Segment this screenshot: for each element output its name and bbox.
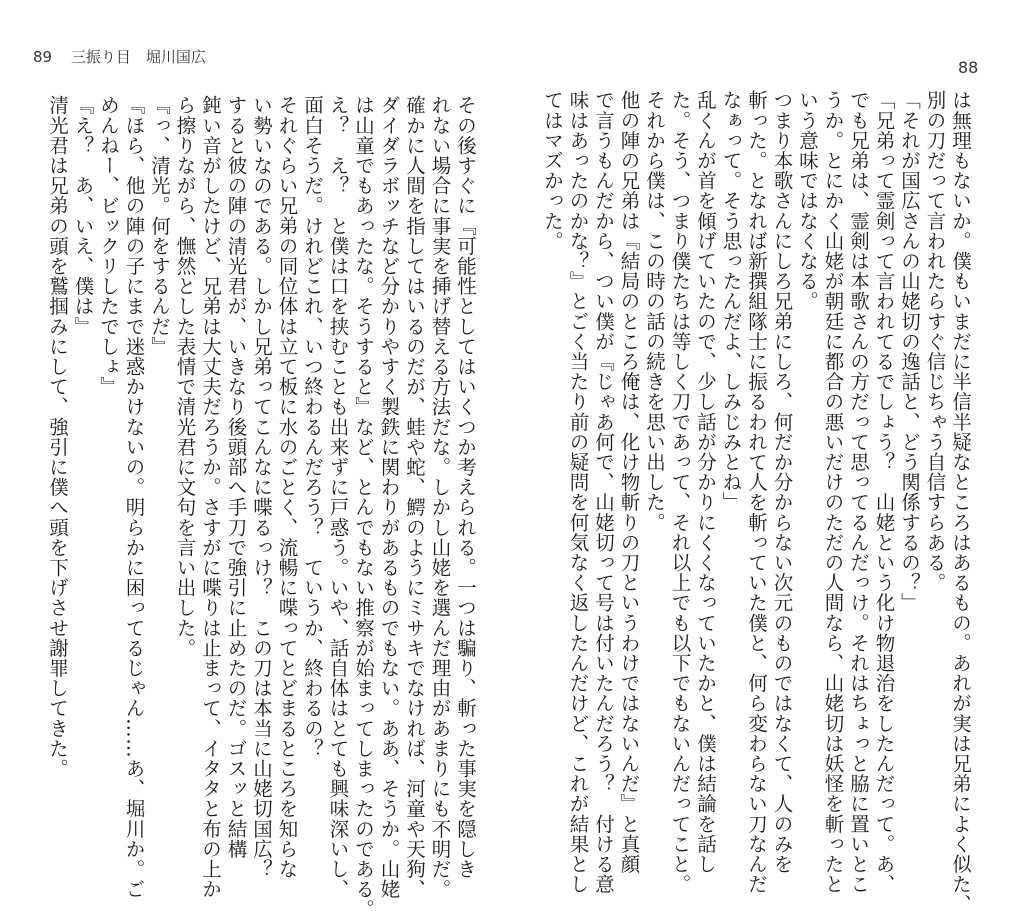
text-line: すると彼の陣の清光君が、いきなり後頭部へ手刀で強引に止めたのだ。ゴスッと結構 <box>224 95 248 859</box>
text-line: それから僕は、この時の話の続きを思い出した。 <box>643 90 666 533</box>
text-line: ダイダラボッチなど分かりやすく製鉄に関わりがあるものでもない。ああ、そうか。山姥 <box>377 95 401 899</box>
text-line: れない場合に事実を挿げ替える方法だな。しかし山姥を選んだ理由があまりにも不明だ。 <box>428 95 452 899</box>
text-line: でも兄弟は、霊剣は本歌さんの方だって思ってるんだっけ。それはちょっと脇に置いとこ <box>847 90 870 894</box>
text-line: てはマズかった。 <box>541 90 564 251</box>
text-line: 確かに人間を指してはいるのだが、蛙や蛇、鰐のようにミサキでなければ、河童や天狗、 <box>403 95 426 899</box>
text-line: 味はあったのかな？』とごく当たり前の疑問を何気なく返したんだけど、これが結果とし <box>566 90 590 894</box>
right-page-body-text <box>541 90 973 915</box>
text-line: 「それが国広さんの山姥切の逸話と、どう関係するの？」 <box>898 90 921 613</box>
text-line: 『ほら、他の陣の子にまで迷惑かけないの。明らかに困ってるじゃん……あ、堀川か。ご <box>122 95 146 899</box>
text-line: めんねー、ビックリしたでしょ』 <box>97 95 120 397</box>
text-line: は山童でもあったな。そうすると』など、とんでもない推察が始まってしまったのである。 <box>352 95 375 919</box>
text-line: 『え？ あ、いえ、僕は』 <box>71 95 95 337</box>
text-line: え？ え？ と僕は口を挟むことも出来ずに戸惑う。いや、話自体はとても興味深いし、 <box>326 95 350 899</box>
text-line: うか。とにかく山姥が朝廷に都合の悪いだけのただの人間なら、山姥切は妖怪を斬ったと <box>821 90 845 894</box>
text-line: た。そう、つまり僕たちは等しく刀であって、それ以上でも以下でもないんだってこと。 <box>668 90 692 894</box>
text-line: ら擦りながら、憮然とした表情で清光君に文句を言い出した。 <box>173 95 197 658</box>
text-line: それぐらい兄弟の同位体は立て板に水のごとく、流暢に喋ってとどまるところを知らな <box>275 95 299 879</box>
text-line: いう意味ではなくなる。 <box>796 90 819 312</box>
text-line: 別の刀だって言われたらすぐ信じちゃう自信すらある。 <box>923 90 947 593</box>
chapter-title: 三振り目 堀川国広 <box>70 48 206 66</box>
text-line: 他の陣の兄弟は『結局のところ俺は、化け物斬りの刀というわけではないんだ』と真顔 <box>617 90 641 874</box>
text-line: 面白そうだ。けれどこれ、いつ終わるんだろう？ ていうか、終わるの？ <box>301 95 324 759</box>
text-line: い勢いなのである。しかし兄弟ってこんなに喋るっけ？ この刀は本当に山姥切国広？ <box>250 95 273 879</box>
left-page-number: 89 <box>33 48 53 66</box>
text-line: なぁって。そう思ったんだよ、しみじみとね」 <box>719 90 743 513</box>
left-page-body-text <box>46 95 478 919</box>
text-line: その後すぐに『可能性としてはいくつか考えられる。一つは騙り、斬った事実を隠しき <box>454 95 477 879</box>
text-line: つまり本歌さんにしろ兄弟にしろ、何だか分からない次元のものではなくて、人のみを <box>770 90 794 874</box>
text-line: 乱くんが首を傾げていたので、少し話が分かりにくくなっていたかと、僕は結論を話し <box>694 90 717 874</box>
text-line: 『っ、清光。何をするんだ』 <box>148 95 171 357</box>
text-line: 鈍い音がしたけど、兄弟は大丈夫だろうか。さすがに喋りは止まって、イタタと布の上か <box>199 95 222 899</box>
text-line: 清光君は兄弟の頭を鷲掴みにして、強引に僕へ頭を下げさせ謝罪してきた。 <box>46 95 69 779</box>
text-line: 斬った。となれば新撰組隊士に振るわれて人を斬っていた僕と、何ら変わらない刀なんだ <box>745 90 768 894</box>
text-line: は無理もないか。僕もいまだに半信半疑なところはあるもの。あれが実は兄弟によく似た、 <box>949 90 972 915</box>
text-line: で言うもんだから、つい僕が『じゃあ何で、山姥切って号は付いたんだろう？ 付ける意 <box>592 90 615 894</box>
text-line: 「兄弟って霊剣って言われてるでしょう？ 山姥という化け物退治をしたんだって。あ、 <box>872 90 896 894</box>
left-page-header <box>33 46 206 67</box>
right-page-number: 88 <box>958 58 979 77</box>
